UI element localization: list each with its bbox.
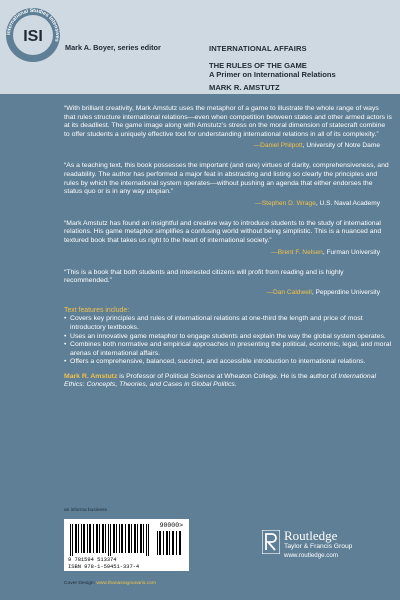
isi-logo (4, 6, 62, 64)
publisher-name: Routledge (284, 528, 338, 543)
book-title (209, 61, 394, 79)
price-code: 90000> (159, 522, 183, 529)
review-attribution (64, 289, 380, 297)
series-name: INTERNATIONAL AFFAIRS (209, 44, 307, 53)
series-editor: Mark A. Boyer, series editor (65, 43, 161, 52)
review-dash: — (255, 199, 262, 207)
informa-note: an informa business (64, 508, 107, 513)
bio-book-title: International Ethics: Concepts, Theories, and Cases in Global Politics (64, 372, 377, 389)
routledge-logo-icon (262, 530, 280, 554)
feature-item: • Uses an innovative game metaphor to engage students and explain the way the global system operates. (64, 333, 392, 342)
features-heading: Text features include: (64, 306, 130, 314)
feature-item: • Combines both normative and empirical approaches in presenting the political, economic, legal, and moral arenas of international affairs. (64, 341, 392, 358)
publisher-url[interactable]: www.routledge.com (284, 552, 338, 559)
review-attribution (64, 200, 380, 208)
reviewer-name: Brent F. Nelsen (277, 248, 323, 256)
review-attribution (64, 249, 380, 257)
logo-ring-text: International Studies Intensives (5, 7, 61, 43)
bio-author-name: Mark R. Amstutz (64, 372, 118, 380)
reviewer-affiliation: , University of Notre Dame (302, 142, 380, 150)
reviewer-affiliation: , Furman University (322, 248, 380, 256)
review-dash: — (266, 288, 273, 296)
reviewer-name: Dan Caldwell (272, 288, 312, 296)
logo-text: ISI (23, 28, 43, 45)
price-barcode (157, 531, 183, 555)
bio-text: is Professor of Political Science at Wheaton College. He is the author of (117, 372, 339, 380)
features-list (64, 315, 392, 367)
book-title-line1: THE RULES OF THE GAME (209, 61, 307, 70)
cover-design-label: Cover Design: (64, 581, 97, 586)
barcode-digits: 9 781594 513374 (68, 557, 117, 563)
review-attribution (64, 142, 380, 150)
back-cover-content (64, 105, 392, 390)
book-title-line2: A Primer on International Relations (209, 70, 336, 79)
reviewer-affiliation: , Pepperdine University (311, 288, 380, 296)
review-quote: “As a teaching text, this book possesses the important (and rare) virtues of clarity, comprehensiveness, and readability. The author has performed a major feat in abstracting and listing so clearly the principles and rules by which the international system operates—without pushing an agenda that either endorses the status quo or is in any way utopian.” (64, 162, 389, 196)
barcode-box (64, 519, 189, 571)
isbn-barcode (70, 524, 152, 556)
author-bio (64, 373, 392, 390)
review-dash: — (271, 248, 278, 256)
publisher-group: Taylor & Francis Group (284, 543, 353, 550)
feature-item: • Covers key principles and rules of international relations at one-third the length and price of most introductory textbooks. (64, 315, 392, 332)
review-quote: “Mark Amstutz has found an insightful and creative way to introduce students to the study of international relations. His game metaphor simplifies a confusing world without being simplistic. This is a nuanced and textured book that takes us right to the heart of international society.” (64, 219, 382, 244)
bio-text-end: . (234, 381, 237, 389)
book-info (209, 44, 394, 92)
cover-design-url[interactable]: www.thanasiogounaris.com (96, 581, 156, 586)
isbn-number: ISBN 978-1-59451-337-4 (68, 564, 140, 570)
book-author: MARK R. AMSTUTZ (209, 83, 280, 92)
feature-item: • Offers a comprehensive, balanced, succinct, and accessible introduction to international relations. (64, 358, 392, 367)
review-dash: — (253, 142, 261, 150)
reviewer-affiliation: , U.S. Naval Academy (315, 199, 380, 207)
cover-design-credit (64, 581, 156, 586)
reviewer-name: Stephen D. Wrage (261, 199, 316, 207)
review-quote: “With brilliant creativity, Mark Amstutz uses the metaphor of a game to illustrate the whole range of ways that rules structure international relations—even when competition between states and other armed actors is at its deadliest. The game image along with Amstutz’s stress on the moral dimension of statecraft combine to offer students a uniquely effective tool for understanding international relations in all of its complexity.” (64, 105, 392, 138)
reviewer-name: Daniel Philpott (260, 142, 303, 150)
review-quote: “This is a book that both students and interested citizens will profit from reading and is highly recommended.” (64, 268, 344, 285)
